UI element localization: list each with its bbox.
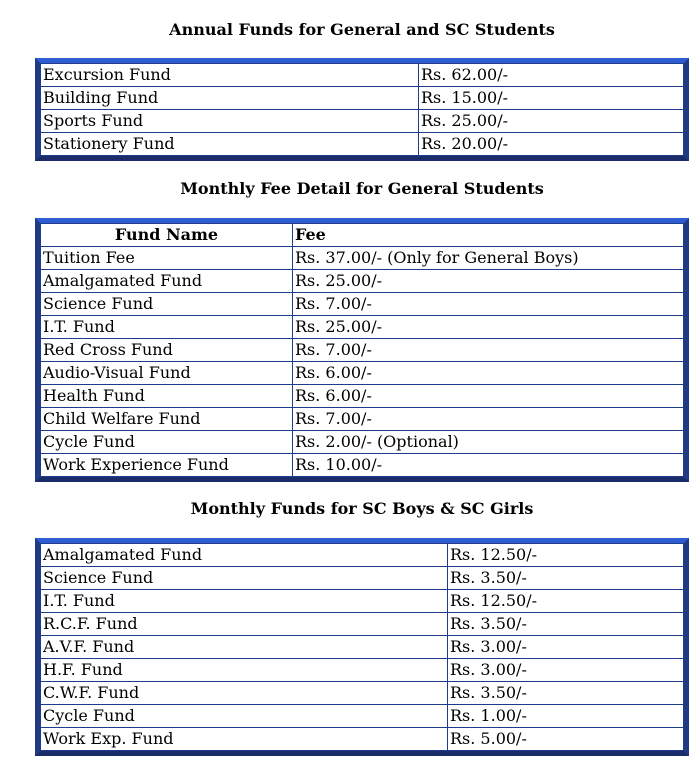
column-header-fee: Fee	[293, 224, 684, 247]
fund-name-cell: Health Fund	[41, 385, 293, 408]
fund-name-cell: Cycle Fund	[41, 431, 293, 454]
fund-name-cell: H.F. Fund	[41, 659, 448, 682]
fund-name-cell: C.W.F. Fund	[41, 682, 448, 705]
fund-fee-cell: Rs. 12.50/-	[448, 544, 684, 567]
fund-fee-cell: Rs. 3.00/-	[448, 636, 684, 659]
fund-fee-cell: Rs. 25.00/-	[293, 270, 684, 293]
fund-fee-cell: Rs. 12.50/-	[448, 590, 684, 613]
monthly-general-title: Monthly Fee Detail for General Students	[180, 179, 544, 198]
fund-name-cell: Audio-Visual Fund	[41, 362, 293, 385]
table-row	[41, 270, 684, 293]
table-row	[41, 362, 684, 385]
fund-name-cell: Stationery Fund	[41, 133, 419, 156]
table-row	[41, 705, 684, 728]
fund-fee-cell: Rs. 5.00/-	[448, 728, 684, 751]
table-header-row	[41, 224, 684, 247]
annual-funds-title: Annual Funds for General and SC Students	[169, 20, 555, 39]
fund-name-cell: Work Exp. Fund	[41, 728, 448, 751]
table-row	[41, 659, 684, 682]
table-row	[41, 682, 684, 705]
fund-name-cell: R.C.F. Fund	[41, 613, 448, 636]
fund-fee-cell: Rs. 2.00/- (Optional)	[293, 431, 684, 454]
monthly-general-table	[35, 218, 689, 482]
column-header-fund-name: Fund Name	[41, 224, 293, 247]
table-row	[41, 133, 684, 156]
fund-name-cell: Tuition Fee	[41, 247, 293, 270]
fund-fee-cell: Rs. 7.00/-	[293, 293, 684, 316]
table-row	[41, 339, 684, 362]
table-row	[41, 87, 684, 110]
fund-name-cell: Sports Fund	[41, 110, 419, 133]
fund-fee-cell: Rs. 62.00/-	[419, 64, 684, 87]
fund-name-cell: Excursion Fund	[41, 64, 419, 87]
fund-name-cell: Building Fund	[41, 87, 419, 110]
monthly-sc-table	[35, 538, 689, 756]
fund-fee-cell: Rs. 10.00/-	[293, 454, 684, 477]
fund-name-cell: Cycle Fund	[41, 705, 448, 728]
fund-fee-cell: Rs. 1.00/-	[448, 705, 684, 728]
fund-name-cell: Child Welfare Fund	[41, 408, 293, 431]
table-row	[41, 728, 684, 751]
table-row	[41, 408, 684, 431]
table-row	[41, 247, 684, 270]
fund-name-cell: Work Experience Fund	[41, 454, 293, 477]
fund-fee-cell: Rs. 20.00/-	[419, 133, 684, 156]
table-row	[41, 544, 684, 567]
table-row	[41, 567, 684, 590]
fund-fee-cell: Rs. 3.00/-	[448, 659, 684, 682]
fund-fee-cell: Rs. 3.50/-	[448, 567, 684, 590]
annual-funds-table	[35, 58, 689, 161]
fund-name-cell: Red Cross Fund	[41, 339, 293, 362]
fund-fee-cell: Rs. 25.00/-	[419, 110, 684, 133]
table-row	[41, 431, 684, 454]
fund-fee-cell: Rs. 37.00/- (Only for General Boys)	[293, 247, 684, 270]
table-row	[41, 316, 684, 339]
table-row	[41, 110, 684, 133]
fund-fee-cell: Rs. 15.00/-	[419, 87, 684, 110]
table-row	[41, 590, 684, 613]
table-row	[41, 454, 684, 477]
table-row	[41, 636, 684, 659]
fund-fee-cell: Rs. 6.00/-	[293, 385, 684, 408]
fund-name-cell: A.V.F. Fund	[41, 636, 448, 659]
fund-name-cell: I.T. Fund	[41, 590, 448, 613]
fund-name-cell: Science Fund	[41, 293, 293, 316]
table-row	[41, 613, 684, 636]
fund-name-cell: Amalgamated Fund	[41, 270, 293, 293]
table-row	[41, 64, 684, 87]
fund-fee-cell: Rs. 25.00/-	[293, 316, 684, 339]
fund-fee-cell: Rs. 3.50/-	[448, 613, 684, 636]
fund-name-cell: I.T. Fund	[41, 316, 293, 339]
monthly-sc-title: Monthly Funds for SC Boys & SC Girls	[190, 499, 534, 518]
fund-fee-cell: Rs. 3.50/-	[448, 682, 684, 705]
table-row	[41, 293, 684, 316]
fund-fee-cell: Rs. 7.00/-	[293, 339, 684, 362]
fund-fee-cell: Rs. 7.00/-	[293, 408, 684, 431]
fund-name-cell: Amalgamated Fund	[41, 544, 448, 567]
fund-fee-cell: Rs. 6.00/-	[293, 362, 684, 385]
fund-name-cell: Science Fund	[41, 567, 448, 590]
table-row	[41, 385, 684, 408]
